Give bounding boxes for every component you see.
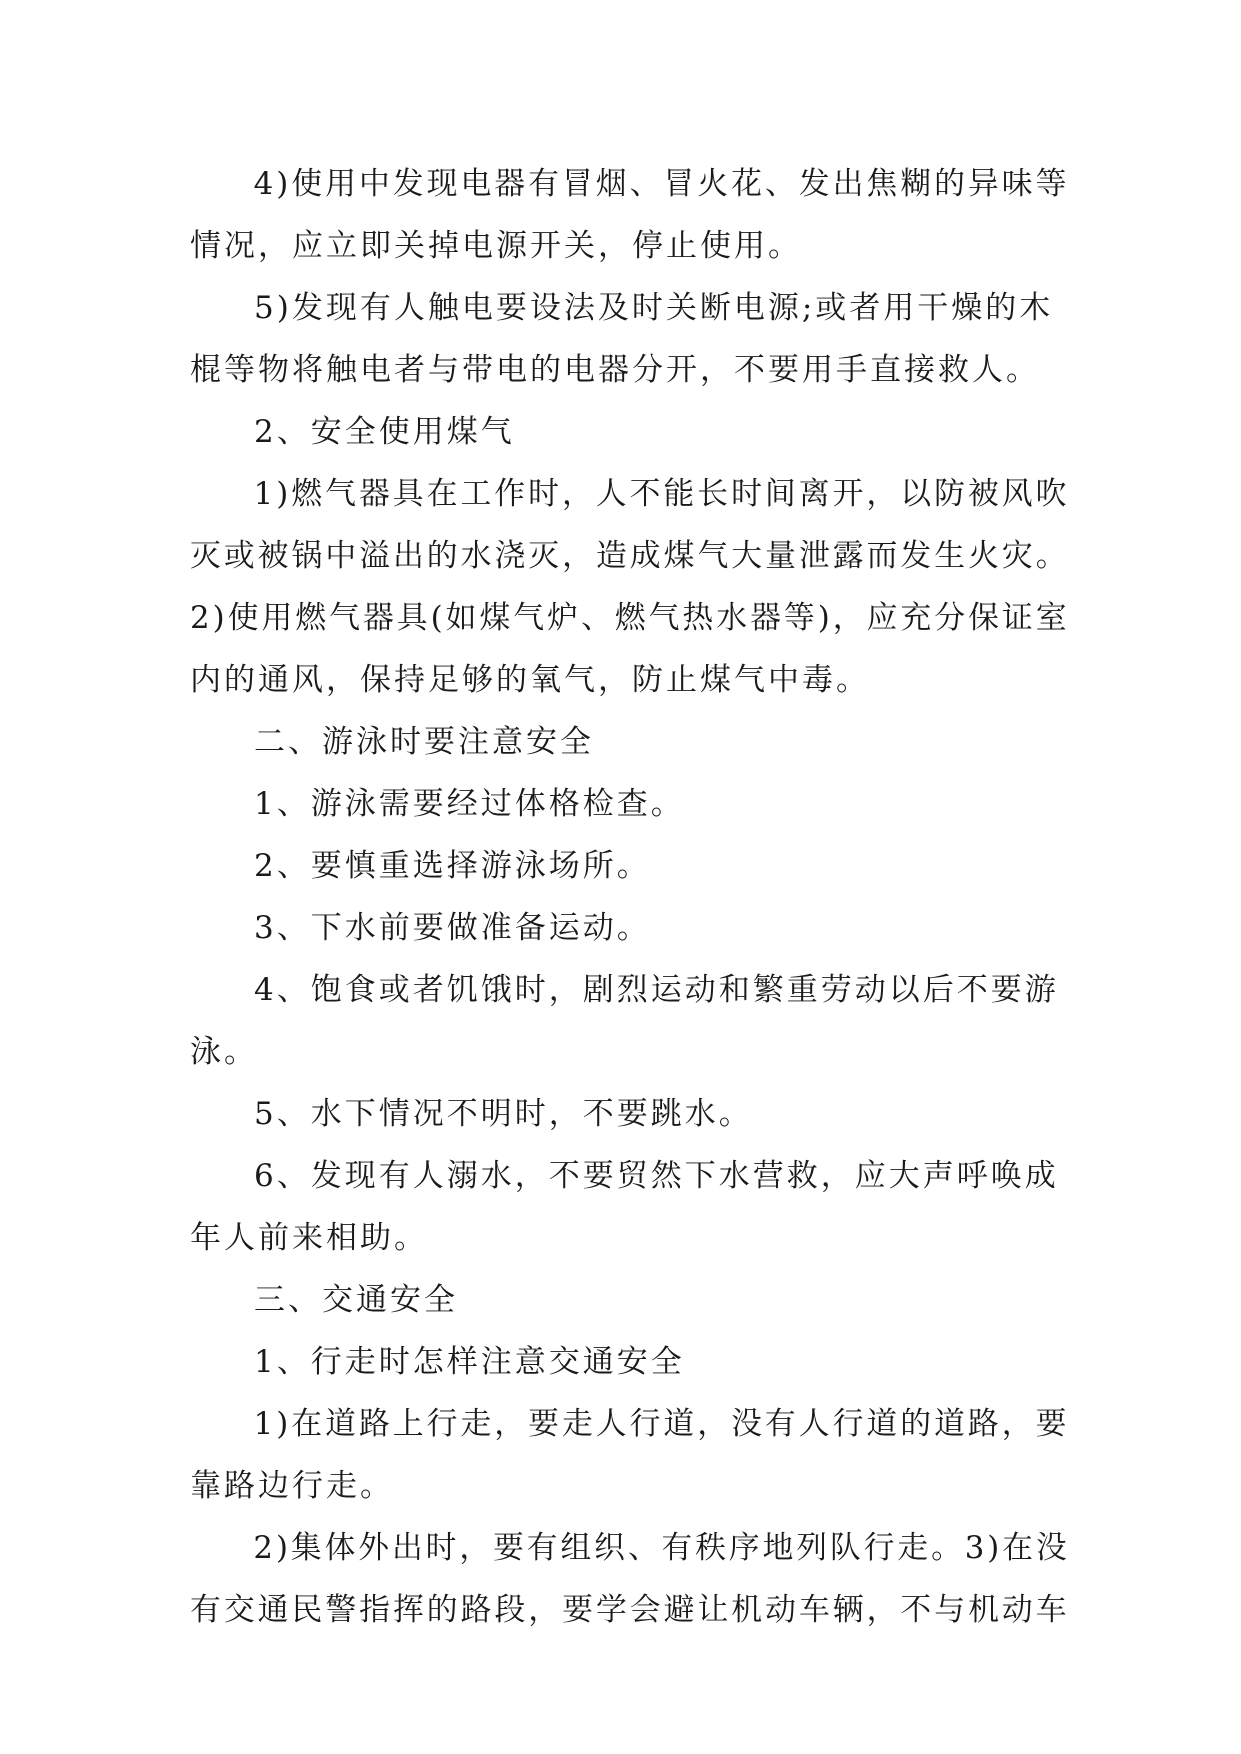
- text-line: 4)使用中发现电器有冒烟、冒火花、发出焦糊的异味等: [253, 166, 1070, 202]
- text-line: 1、行走时怎样注意交通安全: [254, 1344, 685, 1380]
- text-line: 泳。: [190, 1034, 258, 1070]
- text-line: 棍等物将触电者与带电的电器分开，不要用手直接救人。: [190, 352, 1040, 388]
- text-line: 2)使用燃气器具(如煤气炉、燃气热水器等)，应充分保证室: [190, 600, 1070, 636]
- text-line: 情况，应立即关掉电源开关，停止使用。: [190, 228, 802, 264]
- text-line: 三、交通安全: [254, 1282, 458, 1318]
- text-line: 5、水下情况不明时，不要跳水。: [254, 1096, 753, 1132]
- text-line: 2、安全使用煤气: [254, 414, 515, 450]
- text-line: 1)燃气器具在工作时，人不能长时间离开，以防被风吹: [253, 476, 1070, 512]
- document-body: [190, 153, 1070, 1641]
- text-line: 有交通民警指挥的路段，要学会避让机动车辆，不与机动车: [190, 1592, 1070, 1628]
- text-line: 2、要慎重选择游泳场所。: [254, 848, 651, 884]
- text-line: 4、饱食或者饥饿时，剧烈运动和繁重劳动以后不要游: [254, 972, 1059, 1008]
- text-line: 二、游泳时要注意安全: [254, 724, 594, 760]
- text-line: 内的通风，保持足够的氧气，防止煤气中毒。: [190, 662, 870, 698]
- text-line: 5)发现有人触电要设法及时关断电源;或者用干燥的木: [254, 290, 1054, 326]
- text-line: 3、下水前要做准备运动。: [254, 910, 651, 946]
- text-line: 年人前来相助。: [190, 1220, 428, 1256]
- text-line: 1)在道路上行走，要走人行道，没有人行道的道路，要: [253, 1406, 1070, 1442]
- text-line: 6、发现有人溺水，不要贸然下水营救，应大声呼唤成: [254, 1158, 1059, 1194]
- text-line: 1、游泳需要经过体格检查。: [254, 786, 685, 822]
- text-line: 2)集体外出时，要有组织、有秩序地列队行走。3)在没: [253, 1530, 1070, 1566]
- text-line: 靠路边行走。: [190, 1468, 394, 1504]
- text-line: 灭或被锅中溢出的水浇灭，造成煤气大量泄露而发生火灾。: [190, 538, 1070, 574]
